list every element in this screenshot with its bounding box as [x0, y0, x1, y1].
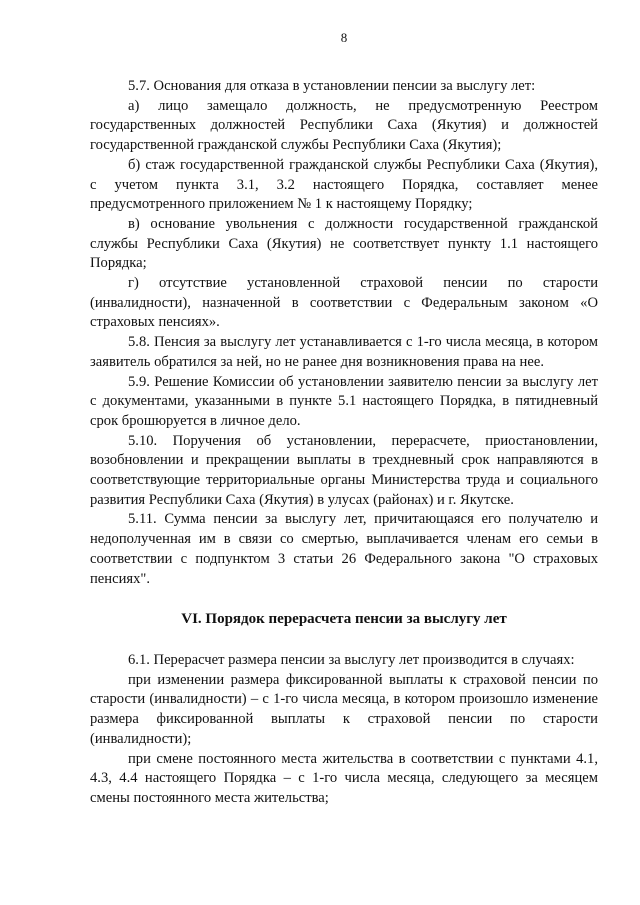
paragraph-5-7-a: а) лицо замещало должность, не предусмотренную Реестром государственных должностей Республики Саха (Якутия) и должностей государственной гражданской службы Республики Саха (Якутия);: [90, 97, 598, 154]
paragraph-5-9: 5.9. Решение Комиссии об установлении заявителю пенсии за выслугу лет с документами, указанными в пункте 5.1 настоящего Порядка, в пятидневный срок брошюруется в личное дело.: [90, 373, 598, 429]
paragraph-5-7: 5.7. Основания для отказа в установлении пенсии за выслугу лет:: [128, 78, 536, 94]
paragraph-5-11: 5.11. Сумма пенсии за выслугу лет, причитающаяся его получателю и недополученная им в связи со смертью, выплачивается членам его семьи в соответствии с подпунктом 3 статьи 26 Федерального закона "О страховых пенсиях".: [90, 511, 598, 587]
document-page: [90, 30, 598, 809]
section-heading: VI. Порядок перерасчета пенсии за выслугу лет: [181, 611, 507, 628]
paragraph-6-1-case-2: при смене постоянного места жительства в соответствии с пунктами 4.1, 4.3, 4.4 настоящего Порядка – с 1-го числа месяца, следующего за месяцем смены постоянного места жительства;: [90, 750, 598, 806]
paragraph-5-8: 5.8. Пенсия за выслугу лет устанавливается с 1-го числа месяца, в котором заявитель обратился за ней, но не ранее дня возникновения права на нее.: [90, 334, 598, 370]
paragraph-6-1: 6.1. Перерасчет размера пенсии за выслугу лет производится в случаях:: [128, 651, 575, 668]
paragraph-5-7-v: в) основание увольнения с должности государственной гражданской службы Республики Саха (Якутия) не соответствует пункту 1.1 настоящего Порядка;: [90, 215, 598, 272]
paragraph-5-7-b: б) стаж государственной гражданской службы Республики Саха (Якутия), с учетом пункта 3.1, 3.2 настоящего Порядка, составляет менее предусмотренного приложением № 1 к настоящему Порядку;: [90, 156, 598, 213]
page-number: 8: [340, 30, 348, 45]
paragraph-5-10: 5.10. Поручения об установлении, перерасчете, приостановлении, возобновлении и прекращении выплаты в трехдневный срок направляются в соответствующие территориальные органы Министерства труда и социального развития Республики Саха (Якутия) в улусах (районах) и г. Якутске.: [90, 432, 598, 508]
paragraph-6-1-case-1: при изменении размера фиксированной выплаты к страховой пенсии по старости (инвалидности) – с 1-го числа месяца, в котором произошло изменение размера фиксированной выплаты к страховой пенсии по старости (инвалидности);: [90, 671, 598, 747]
paragraph-5-7-g: г) отсутствие установленной страховой пенсии по старости (инвалидности), назначенной в соответствии с Федеральным законом «О страховых пенсиях».: [90, 275, 598, 331]
